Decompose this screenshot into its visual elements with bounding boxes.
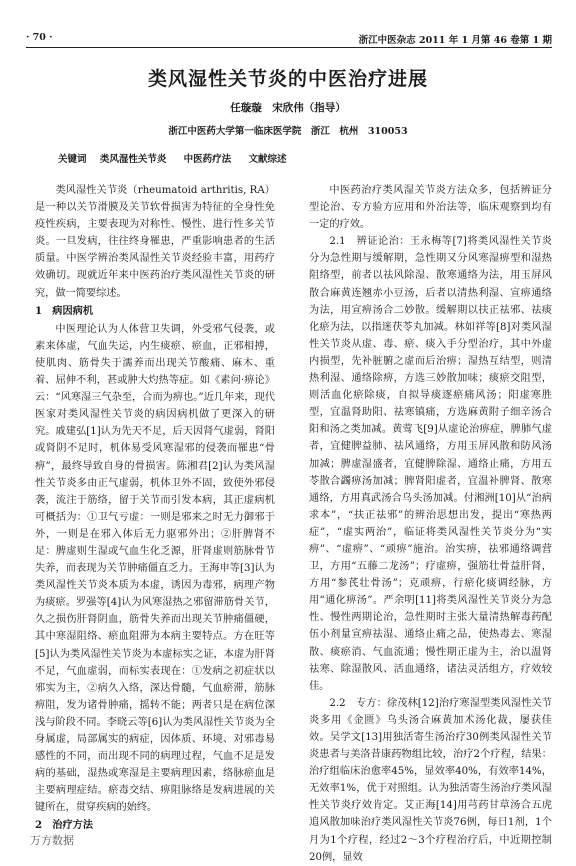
treatment-intro-paragraph: 中医药治疗类风湿关节炎方法众多，包括辨证分型论治、专方验方应用和外治法等，临床观察到均有一定的疗效。 [309,185,552,231]
special-formula-paragraph: 2.2 专方：徐茂林[12]治疗寒湿型类风湿性关节炎多用《金匮》乌头汤合麻黄加术汤化裁，屡获佳效。吴学文[13]用独活寄生汤治疗30例类风湿性关节炎患者与美洛昔康药物组比较，治疗2个疗程，结果：治疗组临床治愈率45%，显效率40%，有效率14%，无效率1%，优于对照组。认为独活寄生汤治疗类风湿性关节炎疗效肯定。艾正海[14]用芎药甘草汤合五虎追风散加味治疗类风湿性关节炎76例，每日1剂，1个月为1个疗程，经过2～3个疗程治疗后，中近期控制20例，显效 [309,697,552,863]
keyword: 文献综述 [248,154,287,165]
left-column [35,182,275,836]
page-header [26,30,552,48]
page-number: · 70 · [26,32,53,43]
article-affiliation: 浙江中医药大学第一临床医学院 浙江 杭州 310053 [168,126,408,137]
section-heading-treatment: 2 治疗方法 [35,819,94,832]
syndrome-differentiation-paragraph: 2.1 辨证论治：王永梅等[7]将类风湿性关节炎分为急性期与缓解期，急性期又分风寒湿痹型和湿热阻络型，前者以祛风除湿、散寒通络为法，用玉屏风散合麻黄连翘赤小豆汤，后者以清热利湿、宣痹通络为法，用宣痹汤合二妙散。缓解期以扶正祛邪、祛痰化瘀为法，以指迷茯苓丸加减。林如祥等[8]对类风湿性关节炎从虚、毒、瘀、痰入手分型治疗，其中外虚内损型，先补脏腑之虚而后治痹；湿热互结型，则清热利湿、通络除痹，方选三妙散加味；痰瘀交阻型，则活血化瘀除痰，自拟导痰逐瘀痛风汤；阳虚寒胜型，宜温肾助阳、祛寒镇痛，方选麻黄附子细辛汤合阳和汤之类加减。黄莺飞[9]从虚论治痹症，脾肺气虚者，宜健脾益肺、祛风通络，方用玉屏风散和防风汤加减；脾虚湿盛者，宜健脾除湿、通络止痛，方用五苓散合蠲痹汤加减；脾肾阳虚者，宜温补脾肾、散寒通络，方用真武汤合乌头汤加减。付湘洲[10]从“治病求本”，“扶正祛邪”的辨治思想出发，提出“寒热两症”，“虚实两治”，临证将类风湿性关节炎分为“实痹”、“虚痹”、“顽痹”施治。治实痹，祛邪通络调营卫，方用“五藤二龙汤”；疗虚痹，强筋壮骨益肝肾，方用“参芪壮骨汤”；克顽痹，行瘀化痰调经脉，方用“通化痹汤”。严余明[11]将类风湿性关节炎分为急性、慢性两期论治，急性期时主张大量清热解毒药配伍小剂量宣痹祛湿、通络止痛之品，使热毒去、寒湿散、痰瘀消、气血流通；慢性期正虚为主，治以温肾祛寒、除湿散风、活血通络，诸法灵活组方，疗效较佳。 [309,236,552,692]
keyword: 类风湿性关节炎 [99,154,167,165]
etiology-paragraph: 中医理论认为人体营卫失调，外受邪气侵袭，或素来体虚，气血失运，内生痰瘀、瘀血，正邪相搏，使肌肉、筋骨失于濡养而出现关节酸痛、麻木、重着、屈伸不利，甚或肿大灼热等症。如《素问·痹论》云：“风寒湿三气杂至，合而为痹也。”近几年来，现代医家对类风湿性关节炎的病因病机做了更深入的研究。戚建弘[1]认为先天不足，后天因肾气虚弱，肾阳或肾阴不足时，机体易受风寒湿邪的侵袭而罹患“骨痹”，最终导致自身的骨损害。陈湘君[2]认为类风湿性关节炎多由正气虚弱，机体卫外不固，致使外邪侵袭，流注于筋络，留于关节而引发本病，其正虚病机可概括为：①卫气亏虚：一则是邪来之时无力御邪于外，一则是在邪入体后无力驱邪外出；②肝脾肾不足：脾虚则生湿或气血生化乏源，肝肾虚则筋脉骨节失养，而表现为关节肿痛僵直乏力。王海申等[3]认为类风湿性关节炎本质为本虚，诱因为毒邪，病理产物为痰瘀。罗强等[4]认为风寒湿热之邪留滞筋骨关节，久之损伤肝肾阴血，筋骨失养而出现关节肿痛僵硬，其中寒湿阻络、瘀血阻滞为本病主要特点。方在旺等[5]认为类风湿性关节炎为本虚标实之证，本虚为肝肾不足，气血虚弱，而标实表现在：①发病之初症状以邪实为主，②病久入络，深达骨髓，气血瘀滞，筋脉痹阻，发为诸骨肿痛，摇转不能；两者只是在病位深浅与阶段不同。李晓云等[6]认为类风湿性关节炎为全身属虚，局部属实的病症，因体质、环境、对邪毒易感性的不同，而出现不同的病理过程，气血不足是发病的基础，湿热或寒湿是主要病理因素，络脉瘀血是主要病理症结。瘀毒交结、痹阻脉络是发病进展的关键所在，贯穿疾病的始终。 [35,323,275,814]
keyword: 中医药疗法 [183,154,232,165]
article-authors: 任璇璇 宋欣伟（指导） [230,102,346,114]
intro-paragraph: 类风湿性关节炎（rheumatoid arthritis, RA）是一种以关节滑膜及关节软骨损害为特征的全身性免疫性疾病，主要表现为对称性、慢性、进行性多关节炎。一旦发病，往往终身罹患，严重影响患者的生活质量。中医学辨治类风湿性关节炎经验丰富，用药疗效确切。现就近年来中医药治疗类风湿性关节炎的研究，做一简要综述。 [35,185,275,299]
right-column [309,182,552,866]
section-heading-etiology: 1 病因病机 [35,304,94,317]
keywords-line [58,151,301,165]
article-title: 类风湿性关节炎的中医治疗进展 [147,68,428,90]
watermark: 万方数据 [30,834,74,847]
journal-citation: 浙江中医杂志 2011 年 1 月第 46 卷第 1 期 [358,35,552,46]
keywords-label: 关键词 [58,154,87,165]
header-divider [26,47,552,48]
